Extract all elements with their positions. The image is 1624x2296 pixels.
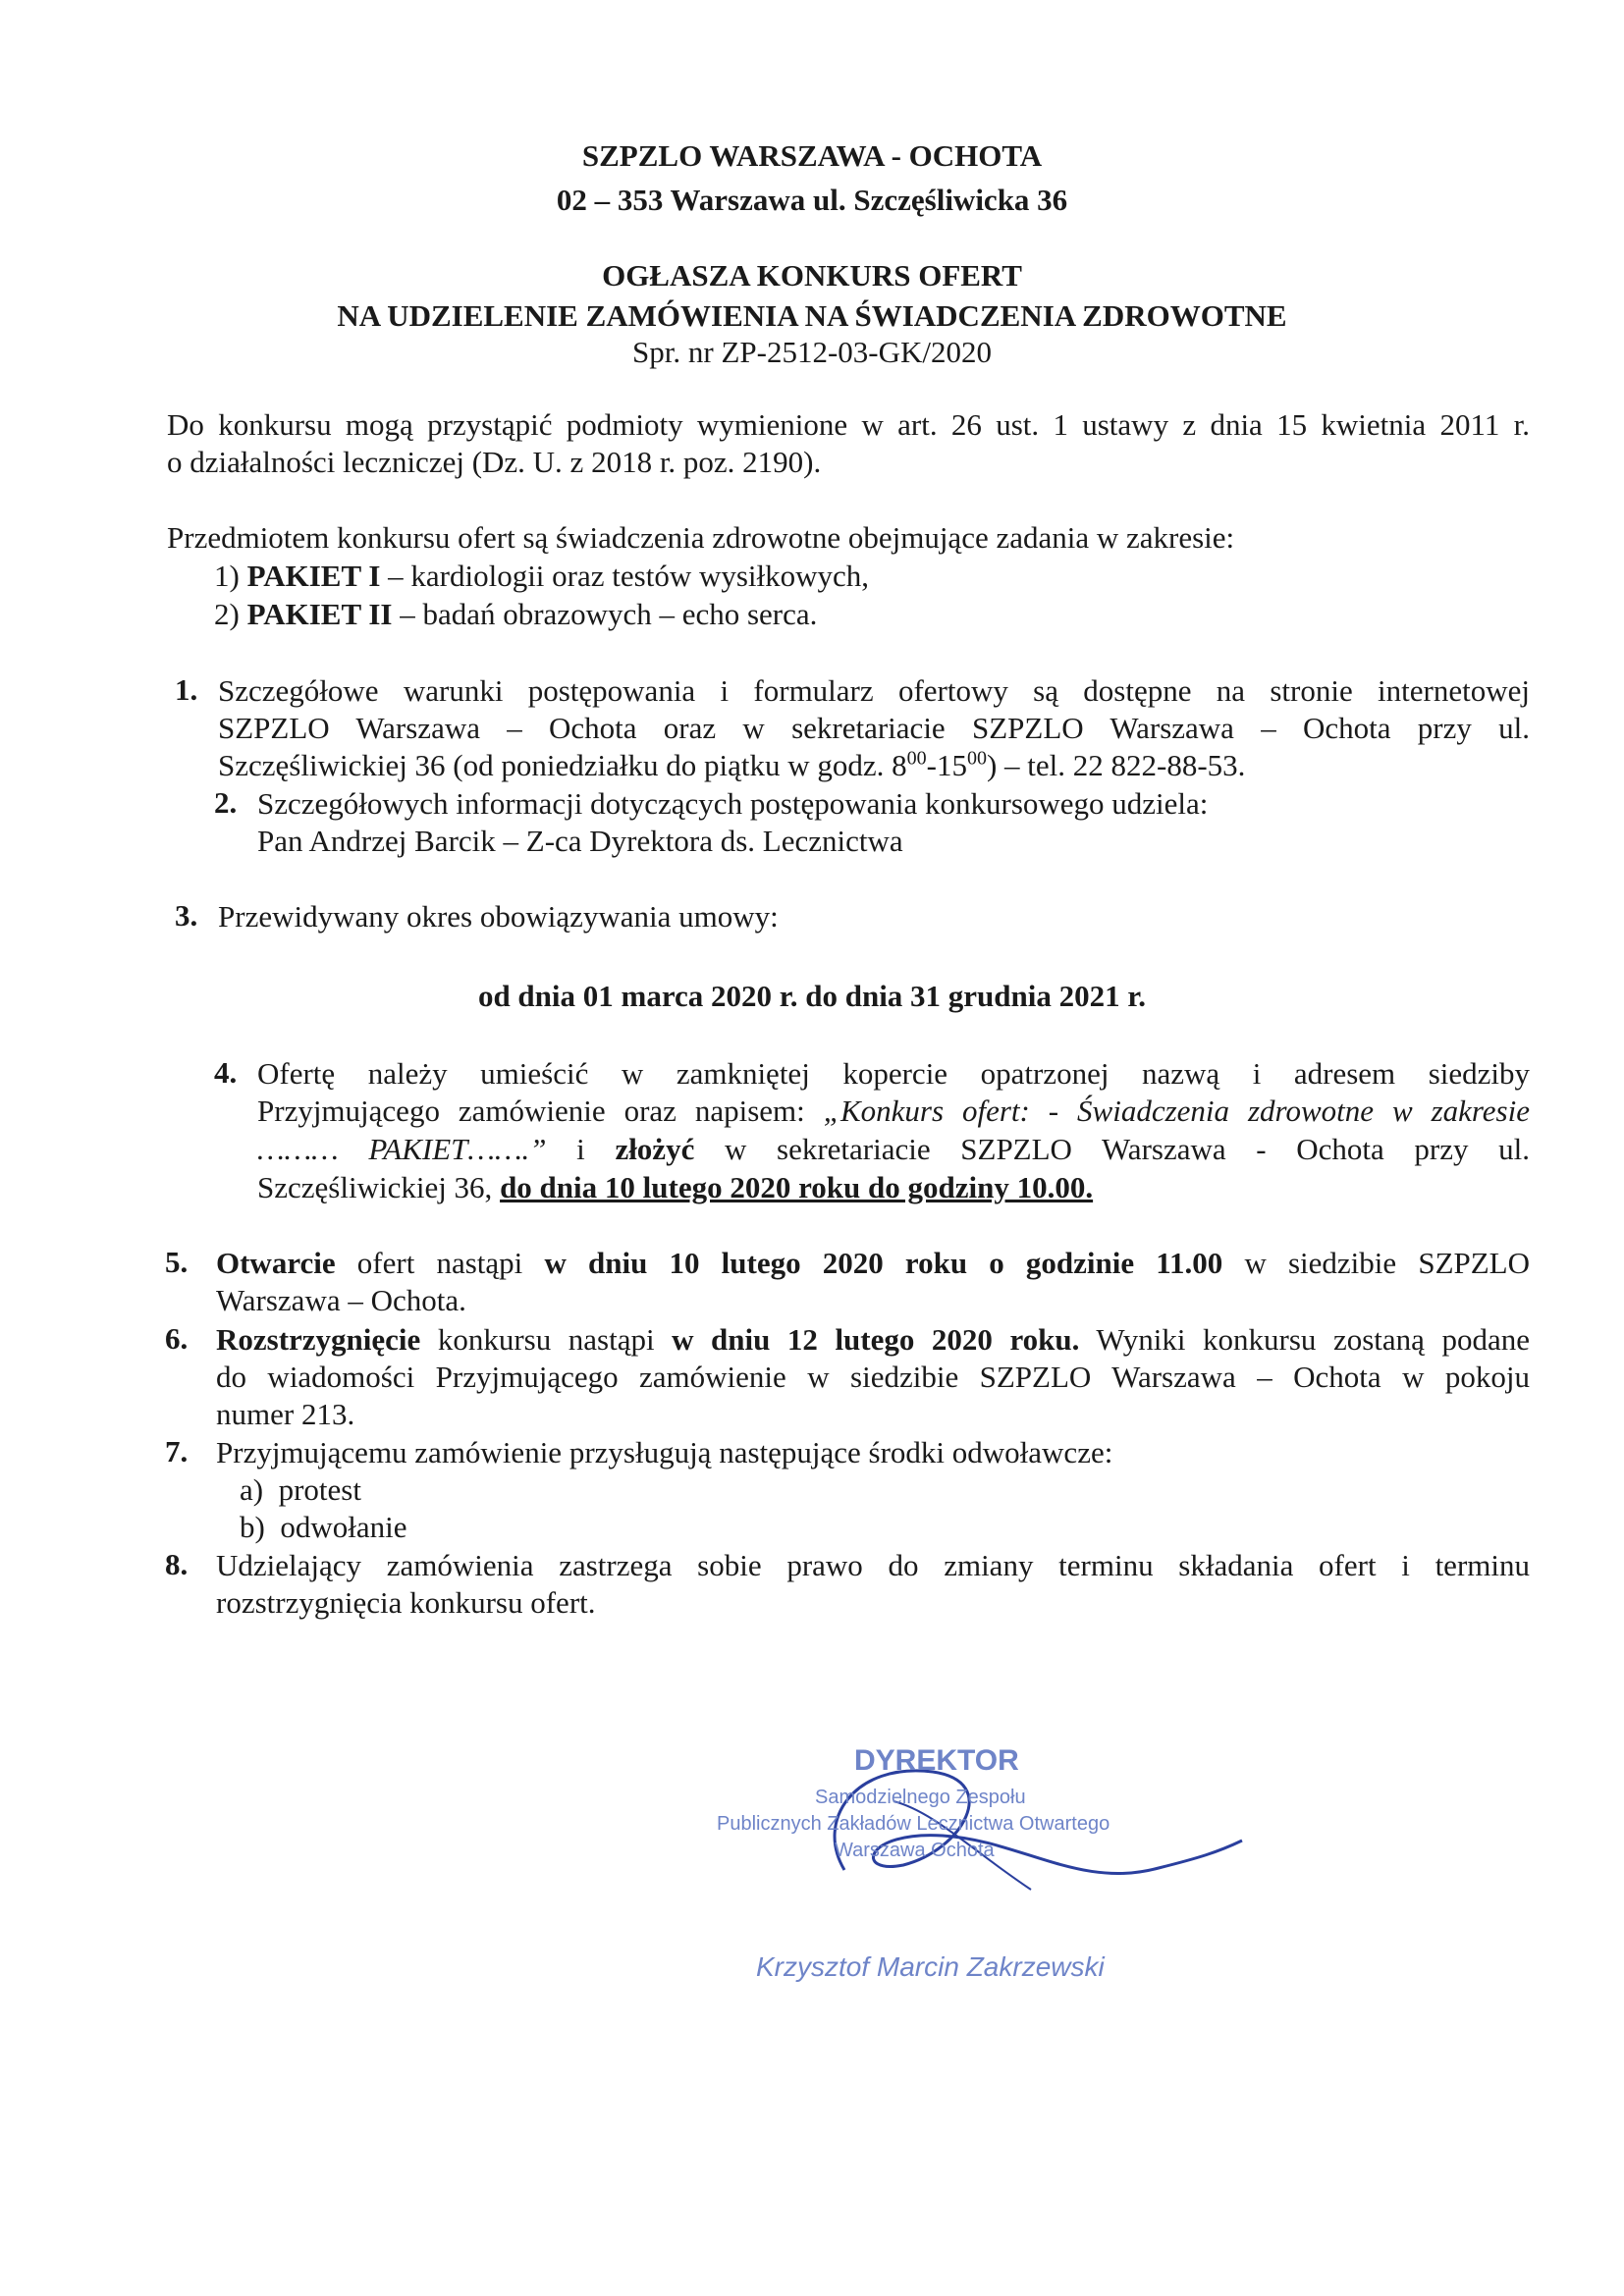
subject-lead: Przedmiotem konkursu ofert są świadczenia zdrowotne obejmujące zadania w zakresie: xyxy=(167,520,1235,555)
item-4-package-placeholder: ……… PAKIET…….” xyxy=(257,1132,547,1166)
item-6-line3: numer 213. xyxy=(216,1397,355,1431)
item-6-text: konkursu nastąpi xyxy=(420,1322,673,1357)
item-7-option-a xyxy=(240,1471,361,1508)
item-1-phone: ) – tel. 22 822-88-53. xyxy=(986,748,1246,782)
item-4-line4 xyxy=(257,1169,1093,1205)
item-7-option-a-text: protest xyxy=(278,1472,361,1507)
item-1-number: 1. xyxy=(175,672,198,707)
item-1-hours-sup2: 00 xyxy=(966,747,987,770)
item-5-line2: Warszawa – Ochota. xyxy=(216,1283,466,1317)
item-4-line2-text: Przyjmującego zamówienie oraz napisem: xyxy=(257,1094,824,1128)
item-4-line1: Ofertę należy umieścić w zamkniętej kopercie opatrzonej nazwą i adresem siedziby xyxy=(257,1056,1530,1091)
item-4-deadline: do dnia 10 lutego 2020 roku do godziny 10.00. xyxy=(500,1170,1094,1204)
item-5-opening-date: w dniu 10 lutego 2020 roku o godzinie 11.00 xyxy=(544,1246,1223,1280)
item-1-line1: Szczegółowe warunki postępowania i formularz ofertowy są dostępne na stronie internetowej xyxy=(218,673,1530,708)
item-1-hours-sup1: 00 xyxy=(906,747,927,770)
case-reference: Spr. nr ZP-2512-03-GK/2020 xyxy=(632,335,992,369)
item-6-line2: do wiadomości Przyjmującego zamówienie w siedzibie SZPZLO Warszawa – Ochota w pokoju xyxy=(216,1360,1530,1394)
item-4-and: i xyxy=(546,1132,616,1166)
item-1-hours-to: -15 xyxy=(926,748,967,782)
item-6-resolution-date: w dniu 12 lutego 2020 roku. xyxy=(672,1322,1080,1357)
package-1-name: PAKIET I xyxy=(246,559,381,593)
item-2-line2: Pan Andrzej Barcik – Z-ca Dyrektora ds. Lecznictwa xyxy=(257,824,903,858)
item-5-opening-word: Otwarcie xyxy=(216,1246,336,1280)
package-2-name: PAKIET II xyxy=(246,597,393,631)
item-4-line2 xyxy=(257,1093,1530,1129)
director-stamp xyxy=(707,1742,1257,1919)
item-6-line1 xyxy=(216,1321,1530,1358)
item-2-number: 2. xyxy=(214,785,238,820)
package-1-number: 1) xyxy=(214,559,240,593)
item-3-number: 3. xyxy=(175,898,198,933)
item-6-number: 6. xyxy=(165,1321,189,1356)
item-5-text: ofert nastąpi xyxy=(335,1246,545,1280)
item-8-line2: rozstrzygnięcia konkursu ofert. xyxy=(216,1585,596,1620)
item-4-street: Szczęśliwickiej 36, xyxy=(257,1170,501,1204)
item-4-line3 xyxy=(257,1131,1530,1167)
item-4-envelope-label: „Konkurs ofert: - Świadczenia zdrowotne w zakresie xyxy=(823,1094,1530,1128)
item-1-line2: SZPZLO Warszawa – Ochota oraz w sekretariacie SZPZLO Warszawa – Ochota przy ul. xyxy=(218,711,1530,745)
item-7-option-a-letter: a) xyxy=(240,1472,264,1507)
stamp-title: DYREKTOR xyxy=(854,1744,1019,1777)
doc-title-line2: NA UDZIELENIE ZAMÓWIENIA NA ŚWIADCZENIA ZDROWOTNE xyxy=(337,298,1287,333)
item-5-number: 5. xyxy=(165,1245,189,1279)
item-5-line1 xyxy=(216,1245,1530,1281)
item-1-hours-text: Szczęśliwickiej 36 (od poniedziałku do piątku w godz. 8 xyxy=(218,748,907,782)
item-6-results: Wyniki konkursu zostaną podane xyxy=(1079,1322,1530,1357)
package-2 xyxy=(214,596,817,632)
item-7-line1: Przyjmującemu zamówienie przysługują następujące środki odwoławcze: xyxy=(216,1435,1113,1469)
intro-line2: o działalności leczniczej (Dz. U. z 2018 r. poz. 2190). xyxy=(167,445,822,479)
item-8-line1: Udzielający zamówienia zastrzega sobie prawo do zmiany terminu składania ofert i terminu xyxy=(216,1548,1530,1582)
item-2-line1: Szczegółowych informacji dotyczących postępowania konkursowego udziela: xyxy=(257,786,1209,821)
item-1-line3 xyxy=(218,747,1245,783)
item-4-submit-word: złożyć xyxy=(615,1132,695,1166)
item-7-option-b xyxy=(240,1509,406,1545)
stamp-line1: Samodzielnego Zespołu xyxy=(815,1787,1026,1808)
item-4-number: 4. xyxy=(214,1055,238,1090)
item-7-option-b-letter: b) xyxy=(240,1510,265,1544)
doc-title-line1: OGŁASZA KONKURS OFERT xyxy=(602,258,1022,293)
item-4-secretariat: w sekretariacie SZPZLO Warszawa - Ochota przy ul. xyxy=(694,1132,1530,1166)
director-name: Krzysztof Marcin Zakrzewski xyxy=(756,1951,1105,1982)
intro-line1: Do konkursu mogą przystąpić podmioty wymienione w art. 26 ust. 1 ustawy z dnia 15 kwietnia 2011 r. xyxy=(167,407,1530,442)
org-name: SZPZLO WARSZAWA - OCHOTA xyxy=(581,138,1043,173)
stamp-line3: Warszawa Ochota xyxy=(835,1840,995,1861)
stamp-line2: Publicznych Zakładów Lecznictwa Otwartego xyxy=(717,1813,1110,1835)
item-3-line1: Przewidywany okres obowiązywania umowy: xyxy=(218,899,779,934)
org-address: 02 – 353 Warszawa ul. Szczęśliwicka 36 xyxy=(556,183,1068,217)
contract-period: od dnia 01 marca 2020 r. do dnia 31 grudnia 2021 r. xyxy=(477,979,1147,1013)
item-6-resolution-word: Rozstrzygnięcie xyxy=(216,1322,421,1357)
item-7-number: 7. xyxy=(165,1434,189,1468)
package-1-text: – kardiologii oraz testów wysiłkowych, xyxy=(380,559,870,593)
item-8-number: 8. xyxy=(165,1547,189,1581)
package-1 xyxy=(214,558,869,594)
item-5-location: w siedzibie SZPZLO xyxy=(1222,1246,1531,1280)
item-7-option-b-text: odwołanie xyxy=(280,1510,407,1544)
package-2-text: – badań obrazowych – echo serca. xyxy=(392,597,818,631)
package-2-number: 2) xyxy=(214,597,240,631)
